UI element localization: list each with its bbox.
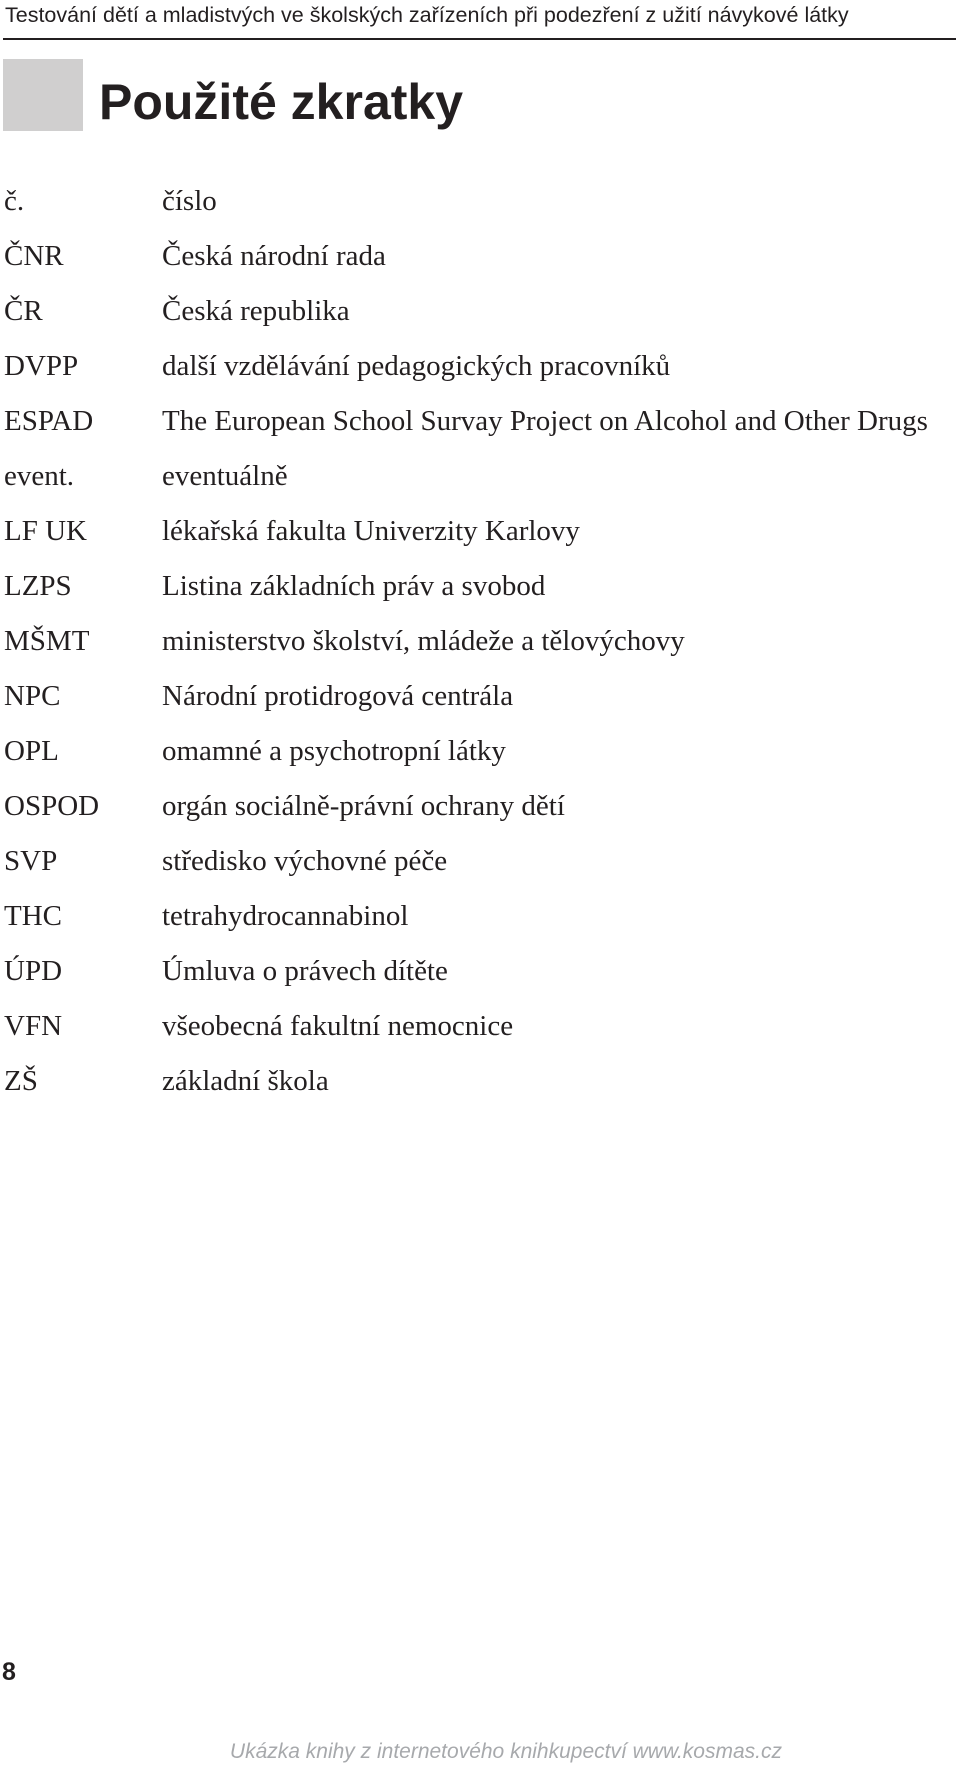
list-item bbox=[0, 183, 960, 220]
footer-note: Ukázka knihy z internetového knihkupectví www.kosmas.cz bbox=[229, 1740, 782, 1763]
list-item bbox=[0, 458, 960, 495]
abbreviation-term: LZPS bbox=[4, 570, 72, 602]
abbreviation-meaning: tetrahydrocannabinol bbox=[162, 900, 409, 932]
list-item bbox=[0, 403, 960, 440]
header-divider bbox=[3, 38, 956, 40]
list-item bbox=[0, 568, 960, 605]
abbreviation-term: event. bbox=[4, 460, 75, 492]
abbreviation-list bbox=[0, 183, 960, 1118]
abbreviation-meaning: Úmluva o právech dítěte bbox=[162, 955, 448, 987]
page-number: 8 bbox=[2, 1658, 16, 1686]
abbreviation-meaning: eventuálně bbox=[162, 460, 288, 492]
abbreviation-meaning: Listina základních práv a svobod bbox=[162, 570, 546, 602]
list-item bbox=[0, 348, 960, 385]
abbreviation-term: LF UK bbox=[4, 515, 87, 547]
abbreviation-meaning: Česká republika bbox=[162, 295, 350, 327]
abbreviation-meaning: Národní protidrogová centrála bbox=[162, 680, 514, 712]
list-item bbox=[0, 733, 960, 770]
abbreviation-term: ČR bbox=[4, 295, 43, 327]
abbreviation-term: ESPAD bbox=[4, 405, 94, 437]
list-item bbox=[0, 843, 960, 880]
abbreviation-term: OPL bbox=[4, 735, 59, 767]
abbreviation-meaning: omamné a psychotropní látky bbox=[162, 735, 506, 767]
list-item bbox=[0, 513, 960, 550]
abbreviation-meaning: lékařská fakulta Univerzity Karlovy bbox=[162, 515, 580, 547]
abbreviation-term: VFN bbox=[4, 1010, 63, 1042]
running-header: Testování dětí a mladistvých ve školských zařízeních při podezření z užití návykové látky bbox=[5, 3, 849, 27]
abbreviation-meaning: všeobecná fakultní nemocnice bbox=[162, 1010, 514, 1042]
abbreviation-meaning: Česká národní rada bbox=[162, 240, 386, 272]
abbreviation-term: č. bbox=[4, 185, 25, 217]
list-item bbox=[0, 623, 960, 660]
abbreviation-meaning: The European School Survay Project on Alcohol and Other Drugs bbox=[162, 405, 928, 437]
list-item bbox=[0, 1063, 960, 1100]
abbreviation-term: ZŠ bbox=[4, 1065, 38, 1097]
abbreviation-meaning: ministerstvo školství, mládeže a tělovýchovy bbox=[162, 625, 685, 657]
list-item bbox=[0, 678, 960, 715]
abbreviation-term: ÚPD bbox=[4, 955, 63, 987]
abbreviation-meaning: číslo bbox=[162, 185, 217, 217]
list-item bbox=[0, 238, 960, 275]
abbreviation-term: MŠMT bbox=[4, 625, 90, 657]
list-item bbox=[0, 1008, 960, 1045]
abbreviation-term: SVP bbox=[4, 845, 58, 877]
abbreviation-term: ČNR bbox=[4, 240, 64, 272]
abbreviation-term: NPC bbox=[4, 680, 61, 712]
abbreviation-meaning: středisko výchovné péče bbox=[162, 845, 448, 877]
list-item bbox=[0, 953, 960, 990]
abbreviation-meaning: další vzdělávání pedagogických pracovníků bbox=[162, 350, 671, 382]
list-item bbox=[0, 293, 960, 330]
list-item bbox=[0, 788, 960, 825]
page-title: Použité zkratky bbox=[99, 74, 464, 130]
abbreviation-term: OSPOD bbox=[4, 790, 100, 822]
abbreviation-meaning: základní škola bbox=[162, 1065, 329, 1097]
abbreviation-term: DVPP bbox=[4, 350, 79, 382]
abbreviation-meaning: orgán sociálně-právní ochrany dětí bbox=[162, 790, 565, 822]
abbreviation-term: THC bbox=[4, 900, 62, 932]
section-marker-block bbox=[3, 59, 83, 131]
list-item bbox=[0, 898, 960, 935]
